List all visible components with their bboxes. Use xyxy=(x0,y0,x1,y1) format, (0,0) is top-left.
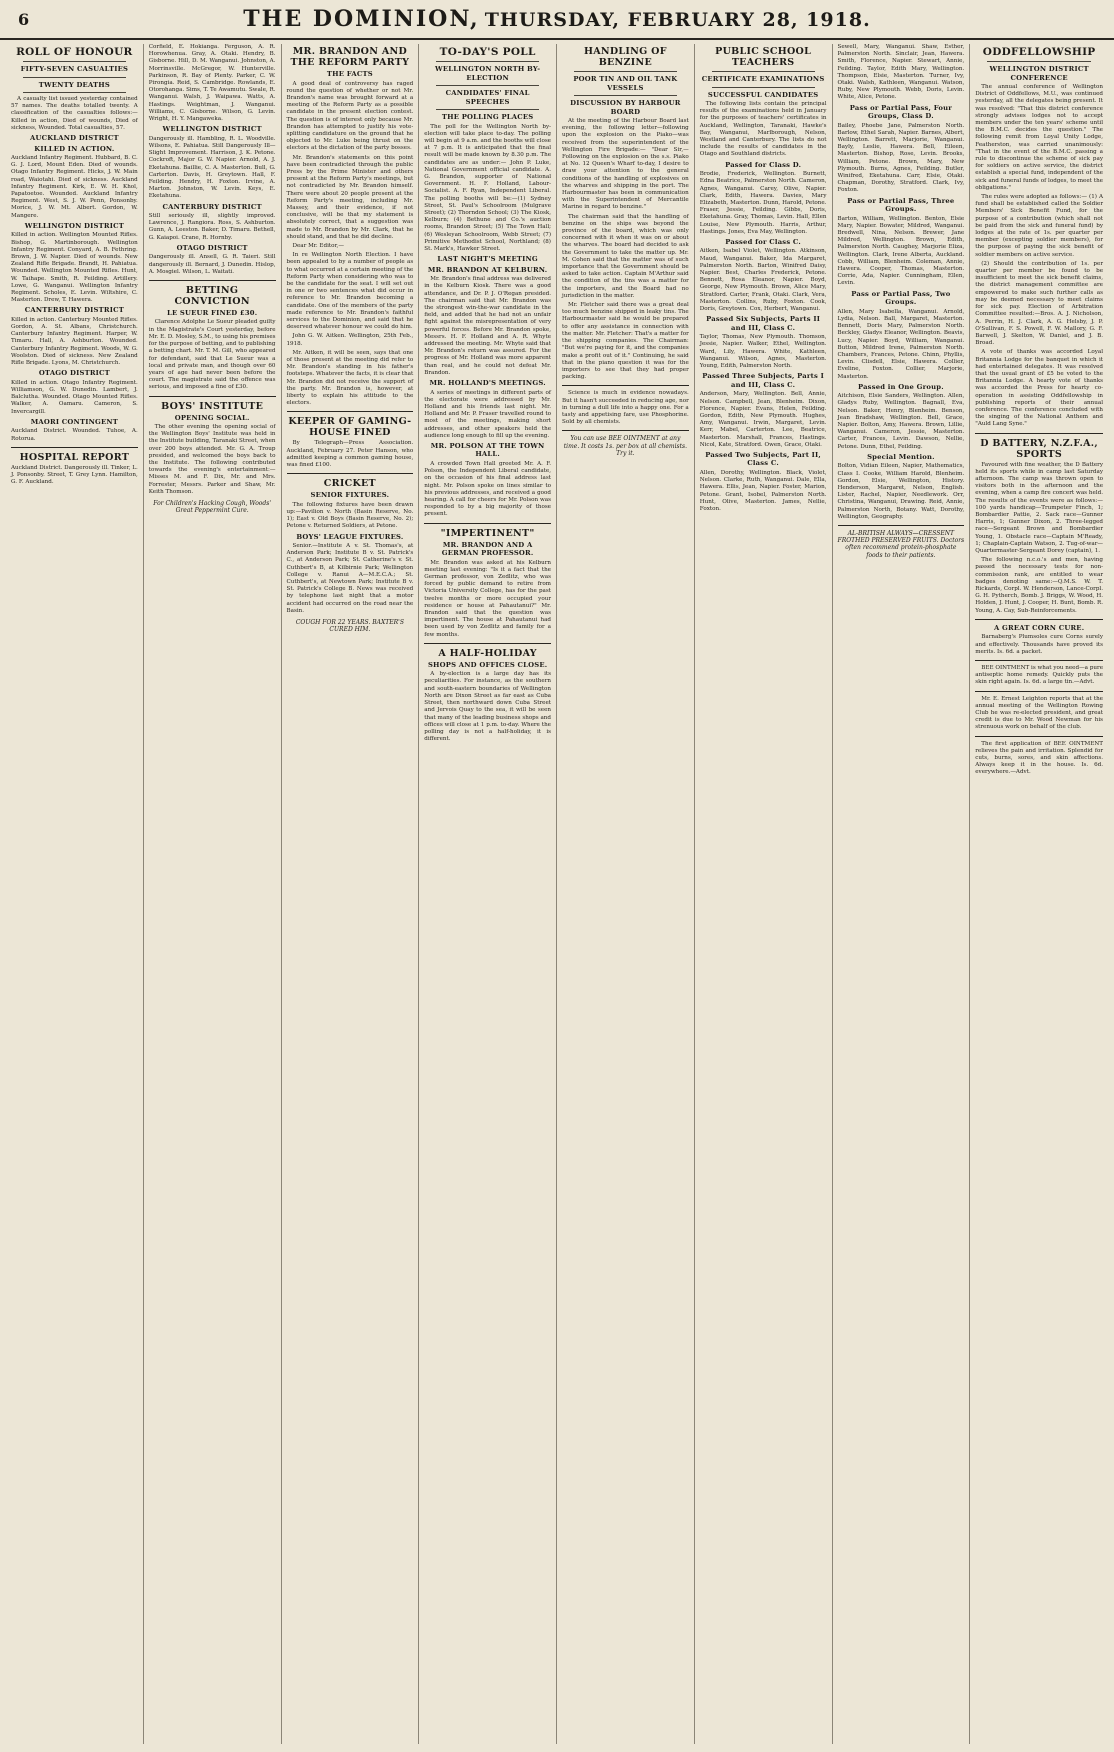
column-6 xyxy=(695,44,833,1744)
divider xyxy=(287,411,414,412)
candidate-list: Barton, William, Wellington. Benton, Elsie Mary, Napier. Bowater, Mildred, Wanganui. Bredwell, Nina, Nelson. Brewer, Jane Mildred, Wellington. Brown, Edith, Palmerston North. Caughey, Marjorie Eliza, Wellington. Clark, Irene Alberta, Auckland. Cobb, William, Blenheim. Coleman, Annie, Hawera. Cooper, Thomas, Masterton. Corrie, Ada, Napier. Cunningham, Ellen, Levin. xyxy=(837,215,965,287)
article-paragraph: In re Wellington North Election. I have been appealed to by a number of people as to what occurred at a certain meeting of the Reform Party when considering who was to be the candidate for the seat. I will set out in one or two sentences what did occur in reference to Mr. Brandon becoming a candidate. One of the members of the party made reference to Mr. Brandon's faithful services to the Dominion, and said that he deserved whatever honour we could do him. xyxy=(286,252,414,331)
divider xyxy=(975,736,1103,737)
candidate-list: Taylor, Thomas, New Plymouth. Thomson, Jessie, Napier. Walker, Ethel, Wellington. Ward, Lily, Hawera. White, Kathleen, Wanganui. Wilson, Agnes, Masterton. Young, Edith, Palmerston North. xyxy=(699,334,827,370)
todays-poll-heading: TO-DAY'S POLL xyxy=(439,46,536,58)
divider xyxy=(287,473,414,474)
casualty-list: Auckland Infantry Regiment. Hubbard, B. C. G. J. Lord, Mount Eden. Died of wounds. Otago Infantry Regiment. Hicks, J. W. Main road, Waiotahi. Died of sickness. Auckland Infantry Regiment. Kirk, E. W. H. Khol, Papatoetoe. Wounded. Auckland Infantry Regiment. West, S. J. W. Penn, Ponsonby. Morice, J. W. Mt. Albert. Gordon, W. Mangere. xyxy=(11,155,138,219)
harbour-board-subheading: DISCUSSION BY HARBOUR BOARD xyxy=(570,99,681,116)
last-nights-meeting-subheading: LAST NIGHT'S MEETING xyxy=(437,255,538,264)
divider xyxy=(574,95,677,96)
half-holiday-heading: A HALF-HOLIDAY xyxy=(438,647,537,659)
betting-conviction-heading: BETTING CONVICTION xyxy=(174,284,250,307)
by-election-subheading: WELLINGTON NORTH BY-ELECTION xyxy=(435,65,541,82)
article-paragraph: Clarence Adolphe Le Sueur pleaded guilty in the Magistrate's Court yesterday, before Mr. E. D. Mosley, S.M., to using his premises for the purpose of betting, and to publishing a betting chart. Mr. T. M. Gill, who appeared for defendant, said that Le Sueur was a local and private man, and though over 60 years of age had never been before the court. The magistrate said the offence was serious, and imposed a fine of £30. xyxy=(148,319,276,391)
divider xyxy=(149,396,276,397)
casualty-list: Killed in action. Otago Infantry Regiment. Williamson, G. W. Dunedin. Lambert, J. Balclutha. Wounded. Otago Mounted Rifles. Walker, A. Oamaru. Cameron, S. Invercargill. xyxy=(11,379,138,415)
holland-meetings-subheading: MR. HOLLAND'S MEETINGS. xyxy=(429,379,546,387)
advertisement: COUGH FOR 22 YEARS. BAXTER'S CURED HIM. xyxy=(295,619,404,634)
pass-category-heading: Pass or Partial Pass, Four Groups, Class D. xyxy=(849,103,952,121)
deaths-subheading: TWENTY DEATHS xyxy=(38,80,111,89)
casualty-list: Still seriously ill, slightly improved. Lawrence, J. Rangiora. Ross, S. Ashburton. Gunn, A. Leeston. Baker, D. Timaru. Bethell, G. Kaiapoi. Crane, R. Hornby. xyxy=(148,213,276,241)
divider xyxy=(987,61,1091,62)
betting-subheading: LE SUEUR FINED £30. xyxy=(166,308,258,317)
article-paragraph: A good deal of controversy has raged round the question of whether or not Mr. Brandon's name was brought forward at a meeting of the Reform Party as a possible candidate in the present election contest. The question is of interest only because Mr. Brandon has attempted to justify his vote-splitting candidature on the ground that he objected to Mr. Luke being thrust on the electors at the dictation of the party bosses. xyxy=(286,80,414,152)
masthead xyxy=(0,0,1114,40)
article-paragraph: The other evening the opening social of the Wellington Boys' Institute was held in the Institute building, Taranaki Street, when over 200 boys attended. Mr. G. A. Troup presided, and welcomed the boys back to the Institute. The following contributed towards the evening's entertainment:— Misses M. and F. Dix, Mr. and Mrs. Forrester, Messrs. Parker and Shaw, Mr. Keith Thomson. xyxy=(148,424,276,495)
hospital-report-heading: HOSPITAL REPORT xyxy=(19,451,130,463)
article-paragraph: The chairman said that the handling of benzine on the ships was beyond the province of the board, which was only concerned with it when it was on or about the wharves. The board had decided to ask the Government to take the matter up. Mr. M. Cohen said that the matter was of such importance that the Government should be asked to take action. Captain M'Arthur said the condition of the tins was a matter for the importers, and the Board had no jurisdiction in the matter. xyxy=(562,213,689,299)
successful-candidates-subheading: SUCCESSFUL CANDIDATES xyxy=(707,90,819,99)
article-paragraph: Mr. Brandon was asked at his Kelburn meeting last evening: "Is it a fact that the German professor, von Zedlitz, who was forced by public demand to retire from Victoria University College, has for the past twelve months or more occupied your residence or house at Pahautanui?" Mr. Brandon said that the question was impertinent. The house at Pahautanui had been used by von Zedlitz and family for a few months. xyxy=(424,559,551,638)
divider xyxy=(149,280,276,281)
divider xyxy=(436,61,539,62)
casualty-list: Dangerously ill. Ansell, G. R. Taieri. Still dangerously ill. Bernard, J. Dunedin. Hislop, A. Mosgiel. Wilson, L. Waitati. xyxy=(148,254,276,275)
advertisement: The first application of BEE OINTMENT relieves the pain and irritation. Splendid for cuts, burns, sores, and skin affections. Always keep it in the house. Is. 6d. everywhere.—Advt. xyxy=(975,740,1103,776)
district-heading: CANTERBURY DISTRICT xyxy=(24,306,124,315)
gaming-house-heading: KEEPER OF GAMING-HOUSE FINED xyxy=(288,416,412,439)
article-paragraph: The rules were adopted as follows:— (1) A fund shall be established called the Soldier Members' Sick Benefit Fund, for the purpose of a contribution (which shall not be paid from the sick and funeral fund) by lodges at the rate of 1s. per quarter per member (excepting soldier members), for the purpose of paying the sick benefit of soldier members on active service. xyxy=(975,194,1103,258)
divider xyxy=(975,660,1103,661)
columns xyxy=(6,44,1108,1744)
divider xyxy=(712,87,815,88)
divider xyxy=(562,385,689,386)
column-3 xyxy=(282,44,420,1744)
article-paragraph: At the meeting of the Harbour Board last evening, the following letter—following upon the explosion on the Piako—was received from the superintendent of the Wellington Fire Brigade:— "Dear Sir,—Following on the explosion on the s.s. Piako at No. 12 Queen's Wharf to-day, I desire to draw your attention to the general conditions of the handling of explosives on the wharves and shipping in the port. The Harbourmaster has been in communication with the Superintendent of Mercantile Marine in regard to benzine." xyxy=(562,118,689,211)
casualty-list: Corfield, E. Hokianga. Ferguson, A. R. Horowhenua. Gray, A. Otaki. Hendry, B. Gisborne. Hill, D. M. Wanganui. Johnston, A. Morrinsville. McGregor, W. Hunterville. Parkinson, R. Bay of Plenty. Parker, C. W. Pirongia. Reid, S. Cambridge. Rowlands, E. Otorohanga. Sims, T. Te Awamutu. Swale, R. Wanganui. Walsh, J. Waipawa. Watts, A. Hastings. Weightman, J. Wanganui. Williams, C. Gisborne. Wilson, G. Levin. Wright, H. Y. Mangaweka. xyxy=(148,44,276,123)
divider xyxy=(436,85,539,86)
corn-cure-heading: A GREAT CORN CURE. xyxy=(993,623,1085,632)
district-heading: WELLINGTON DISTRICT xyxy=(162,125,262,134)
school-teachers-heading: PUBLIC SCHOOL TEACHERS xyxy=(715,46,812,68)
casualty-list: Killed in action. Canterbury Mounted Rifles. Gordon, A. St. Albans, Christchurch. Canterbury Infantry Regiment. Harper, W. Timaru. Hall, A. Ashburton. Wounded. Canterbury Infantry Regiment. Woods, W. G. Woolston. Died of sickness. New Zealand Rifle Brigade. Lyons, M. Christchurch. xyxy=(11,316,138,367)
article-paragraph: The poll for the Wellington North by-election will take place to-day. The polling will begin at 9 a.m. and the booths will close at 7 p.m. It is anticipated that the final result will be made known by 8.30 p.m. The candidates are as under:— John P. Luke, National Government official candidate. A. G. Brandon, supporter of National Government. H. F. Holland, Labour-Socialist. A. F. Ryan, Independent Liberal. The polling booths will be:—(1) Sydney Street, St. Paul's Schoolroom (Mulgrave Street); (2) Thorndon School; (3) The Kiosk, Kelburn; (4) Bethune and Co.'s auction rooms, Brandon Street; (5) The Town Hall; (6) Wesleyan Schoolroom, Webb Street; (7) Primitive Methodist School, Northland; (8) St. Mark's, Hawker Street. xyxy=(424,123,551,252)
d-battery-heading: D BATTERY, N.Z.F.A., SPORTS xyxy=(980,437,1099,460)
column-2 xyxy=(144,44,282,1744)
candidate-list: Aitken, Isabel Violet, Wellington. Atkinson, Maud, Wanganui. Baker, Ida Margaret, Palmerston North. Barton, Winifred Daisy, Napier. Best, Charles Frederick, Petone. Bennett, Rosa Eleanor, Napier. Boyd, George, New Plymouth. Brown, Alice Mary, Stratford. Carter, Frank, Otaki. Clark, Vera, Masterton. Collins, Ruby, Foxton. Cook, Doris, Greytown. Cox, Herbert, Wanganui. xyxy=(699,248,827,313)
district-heading: OTAGO DISTRICT xyxy=(38,369,110,378)
letter-salutation: Dear Mr. Editor,— xyxy=(292,242,344,249)
article-paragraph: (2) Should the contribution of 1s. per quarter per member be found to be insufficient to meet the sick benefit claims, the district management committee are empowered to make such further calls as may be deemed necessary to meet claims for sick pay. Election of Arbitration Committee resulted:—Bros. A. J. Nicholson, A. Perrin, H. J. Clark, A. G. Helsby, J. P. O'Sullivan, F. S. Powell, F. W. Mallory, G. F. Barwell, J. Skelton, W. Daniel, and J. B. Broad. xyxy=(975,260,1103,347)
article-paragraph: Mr. Aitken, it will be seen, says that one of those present at the meeting did refer to Mr. Brandon's standing in his father's footsteps. Whatever the facts, it is clear that Mr. Brandon did not receive the support of the party. Mr. Brandon is, however, at liberty to explain his attitude to the electors. xyxy=(286,349,414,407)
pass-category-heading: Passed for Class D. xyxy=(725,160,802,169)
masthead-title-group xyxy=(243,6,870,32)
senior-fixtures-subheading: SENIOR FIXTURES. xyxy=(310,491,390,500)
candidate-list: Bailey, Phoebe Jane, Palmerston North. Barlow, Ethel Sarah, Napier. Barnes, Albert, Wellington. Barrett, Marjorie, Wanganui. Bayly, Leslie, Hawera. Bell, Eileen, Masterton. Bishop, Rose, Levin. Brooks, William, Petone. Brown, Mary, New Plymouth. Burns, Agnes, Feilding. Butler, Winifred, Eketahuna. Carr, Elsie, Otaki. Chapman, Dorothy, Stratford. Clark, Ivy, Foxton. xyxy=(837,122,965,194)
article-paragraph: The annual conference of Wellington District of Oddfellows, M.U., was continued yesterday, all the delegates being present. It was resolved: "That this district conference strongly advises lodges not to accept members under the ten years' scheme until the B.M.C. decides the question." The following remit from Loyal Unity Lodge, Featherston, was carried unanimously: "That in the event of the B.M.C. passing a rule to discontinue the scheme of sick pay for soldiers on active service, the district establish a special fund, independent of the sick and funeral funds of lodges, to meet the obligations." xyxy=(975,84,1103,191)
impertinent-heading: "IMPERTINENT" xyxy=(440,527,535,539)
divider xyxy=(436,109,539,110)
divider xyxy=(975,691,1103,692)
pass-category-heading: Passed in One Group. xyxy=(857,382,944,391)
pass-category-heading: Passed for Class C. xyxy=(725,237,801,246)
league-fixtures-subheading: BOYS' LEAGUE FIXTURES. xyxy=(296,532,404,541)
benzine-heading: HANDLING OF BENZINE xyxy=(583,46,667,68)
divider xyxy=(11,447,138,448)
advertisement: BEE OINTMENT is what you need—a pure antiseptic home remedy. Quickly puts the skin right again. Is. 6d. a large tin.—Advt. xyxy=(975,664,1103,686)
article-paragraph: Mr. E. Ernest Leighton reports that at the annual meeting of the Wellington Rowing Club he was re-elected president, and great credit is due to Mr. Wood Newman for his strenuous work on behalf of the club. xyxy=(975,695,1103,731)
german-professor-subheading: MR. BRANDON AND A GERMAN PROFESSOR. xyxy=(441,540,534,558)
divider xyxy=(838,525,965,526)
casualty-list: Auckland District. Wounded. Tuhoe, A. Rotorua. xyxy=(11,428,138,442)
date-line: THURSDAY, FEBRUARY 28, 1918. xyxy=(484,9,871,31)
boys-institute-heading: BOYS' INSTITUTE xyxy=(161,400,264,412)
divider xyxy=(712,71,815,72)
divider xyxy=(424,523,551,524)
pass-category-heading: Special Mention. xyxy=(867,452,935,461)
article-paragraph: The following n.c.o.'s and men, having passed the necessary tests for non-commission rank, are entitled to wear badges denoting same:—Q.M.S. W. T. Rickards, Corpl. W. Henderson, Lance-Corpl. G. H. Pytherch, Bomb. J. Briggs, W. Wood, H. Holden, J. Hunt, J. Cooper, H. Bunt, Bomb. R. Young, A. Cay, Sub-Reinforcements. xyxy=(975,557,1103,614)
article-paragraph: A series of meetings in different parts of the electorate were addressed by Mr. Holland and his friends last night. Mr. Holland and Mr. P. Fraser travelled round to most of the meetings, making short addresses, and other speakers held the audience long enough to fill up the evening. xyxy=(424,389,551,439)
certificate-exams-subheading: CERTIFICATE EXAMINATIONS xyxy=(701,75,825,83)
advertisement: AL-BRITISH ALWAYS—CRESSENT FROTHED PRESERVED FRUITS. Doctors often recommend protein-phosphate foods to their patients. xyxy=(837,529,965,559)
article-paragraph: A crowded Town Hall greeted Mr. A. F. Polson, the Independent Liberal candidate, on the occasion of his final address last night. Mr. Polson spoke on lines similar to his previous addresses, and received a good hearing. A call for cheers for Mr. Polson was responded to by a big majority of those present. xyxy=(424,460,551,518)
advertisement: Science is much in evidence nowadays. But it hasn't succeeded in reducing age, nor in turning a dull life into a happy one. For a tasty and appetising fare, use Phosphorine. Sold by all chemists. xyxy=(562,390,689,426)
casualties-subheading: FIFTY-SEVEN CASUALTIES xyxy=(20,65,129,73)
article-paragraph: By Telegraph—Press Association. Auckland, February 27. Peter Hanson, who admitted keeping a common gaming house, was fined £100. xyxy=(286,440,414,469)
candidate-list: Bolton, Vidian Eileen, Napier, Mathematics, Class I. Cooke, William Harold, Blenheim. Gordon, Elsie, Wellington, History. Henderson, Margaret, Nelson, English. Lister, Rachel, Napier, Needlework. Orr, Christina, Wanganui, Drawing. Reid, Annie, Palmerston North, Botany. Watt, Dorothy, Wellington, Geography. xyxy=(837,463,965,520)
article-paragraph: Mr. Brandon's final address was delivered in the Kelburn Kiosk. There was a good attendance, and Dr. P. J. O'Regan presided. The chairman said that Mr. Brandon was the strongest win-the-war candidate in the field, and added that he had not an unfair fight against the misrepresentation of very powerful forces. Before Mr. Brandon spoke, Messrs. H. F. Holland and A. R. Whyte addressed the meeting. Mr. Whyte said that Mr. Brandon's return was assured. For the progress of Mr. Holland was more apparent than real, and he could not defeat Mr. Brandon. xyxy=(424,276,551,376)
page-number: 6 xyxy=(18,9,30,29)
column-7 xyxy=(833,44,971,1744)
casualty-list: Killed in action. Wellington Mounted Rifles. Bishop, G. Martinborough. Wellington Infantry Regiment. Conyard, A. B. Fethring. Brown, J. W. Napier. Died of wounds. New Zealand Rifle Brigade. Brandt, H. Pahiatua. Wounded. Wellington Mounted Rifles. Hunt, W. Taihape. Smith, R. Feilding. Artillery. Lowe, G. Wanganui. Wellington Infantry Regiment. Scholes, E. Levin. Wiltshire, C. Masterton. Drew, T. Hawera. xyxy=(11,232,138,304)
the-facts-subheading: THE FACTS xyxy=(326,70,373,78)
divider xyxy=(424,643,551,644)
brandon-reform-heading: MR. BRANDON AND THE REFORM PARTY xyxy=(290,46,410,68)
pass-category-heading: Pass or Partial Pass, Two Groups. xyxy=(851,289,951,307)
candidate-list: Sewell, Mary, Wanganui. Shaw, Esther, Palmerston North. Sinclair, Jean, Hawera. Smith, Florence, Napier. Stewart, Annie, Feilding. Taylor, Edith Mary, Wellington. Thompson, Elsie, Masterton. Turner, Ivy, Otaki. Walsh, Kathleen, Wanganui. Watson, Ruby, New Plymouth. Webb, Doris, Levin. White, Alice, Petone. xyxy=(837,44,965,101)
paper-title: THE DOMINION, xyxy=(243,6,480,32)
article-paragraph: Senior.—Institute A v. St. Thomas's, at Anderson Park; Institute B v. St. Patrick's C., at Anderson Park; St. Catherine's v. St. Cuthbert's B, at Kilbirnie Park; Wellington College v. Ranui A—M.E.C.A.; St. Cuthbert's, at Newtown Park; Institute B v. St. Patrick's College B. News was received by telephone last night that a motor accident had occurred on the road near the Basin. xyxy=(286,543,414,614)
polson-town-hall-subheading: MR. POLSON AT THE TOWN HALL. xyxy=(430,441,545,459)
article-paragraph: Mr. Brandon's statements on this point have been contradicted through the public Press by the Prime Minister and others present at the Reform Party's meetings, but not contradicted by Mr. Brandon himself. There were about 20 people present at the Reform Party's meeting, including Mr. Massey, and their evidence, if not conclusive, will be that my statement is absolutely correct, that a suggestion was made to Mr. Brandon by Mr. Clark, that he should stand, and that he did decline. xyxy=(286,154,414,240)
column-4 xyxy=(419,44,557,1744)
roll-of-honour-heading: ROLL OF HONOUR xyxy=(16,46,133,58)
column-1 xyxy=(6,44,144,1744)
article-paragraph: A vote of thanks was accorded Loyal Britannia Lodge for the banquet in which it had entertained delegates. It was resolved that the usual grant of £5 be voted to the Britannia Lodge. A hearty vote of thanks was accorded the Press for hearty co-operation in assisting Oddfellowship in publishing reports of their annual conference. The conference concluded with the singing of the National Anthem and "Auld Lang Syne." xyxy=(975,349,1103,428)
candidate-list: Brodie, Frederick, Wellington. Burnett, Edna Beatrice, Palmerston North. Cameron, Agnes, Wanganui. Carey, Olive, Napier. Clark, Edith, Hawera. Davies, Mary Elizabeth, Masterton. Dunn, Harold, Petone. Fraser, Jessie, Feilding. Gibbs, Doris, Eketahuna. Gray, Thomas, Levin. Hall, Ellen Louise, New Plymouth. Harris, Arthur, Hastings. Jones, Eva May, Wellington. xyxy=(699,171,827,235)
boys-institute-subheading: OPENING SOCIAL. xyxy=(174,413,250,422)
pass-category-heading: Pass or Partial Pass, Three Groups. xyxy=(847,196,955,214)
letter-signoff: John G. W. Aitken. Wellington, 25th Feb., 1918. xyxy=(286,333,414,347)
category-heading: KILLED IN ACTION. xyxy=(34,144,115,153)
article-paragraph: The following fixtures have been drawn up:—Pavilion v. North (Basin Reserve, No. 1); East v. Old Boys (Basin Reserve, No. 2); Petone v. Returned Soldiers, at Petone. xyxy=(286,501,414,530)
divider xyxy=(975,433,1103,434)
pass-category-heading: Passed Two Subjects, Part II, Class C. xyxy=(705,450,821,468)
pass-category-heading: Passed Six Subjects, Parts II and III, Class C. xyxy=(706,315,821,332)
district-heading: OTAGO DISTRICT xyxy=(176,243,248,252)
divider xyxy=(975,619,1103,620)
article-paragraph: A casualty list issued yesterday contained 57 names. The deaths totalled twenty. A classification of the casualties follows:— Killed in action, Died of wounds, Died of sickness, Wounded. Total casualties, 57. xyxy=(11,96,138,131)
cricket-heading: CRICKET xyxy=(323,478,376,490)
column-5 xyxy=(557,44,695,1744)
advertisement: Barnaberg's Plumsoles cure Corns surely and effectively. Thousands have proved its merits. Is. 6d. a packet. xyxy=(975,634,1103,655)
article-paragraph: Mr. Fletcher said there was a great deal too much benzine shipped in leaky tins. The Harbourmaster said he would be prepared to offer any assistance in connection with the matter. Mr. Fletcher: That's a matter for the shipping companies. The Chairman: "But we're paying for it, and the companies make a profit out of it." Continuing, he said that in the piano question it was for the importers to see that they had proper packing. xyxy=(562,302,689,381)
candidate-list: Allen, Dorothy, Wellington. Black, Violet, Nelson. Clarke, Ruth, Wanganui. Dale, Ella, Hawera. Ellis, Jean, Napier. Foster, Marion, Petone. Grant, Isobel, Palmerston North. Hunt, Olive, Masterton. James, Nellie, Foxton. xyxy=(699,469,827,512)
candidate-list: Allen, Mary Isabella, Wanganui. Arnold, Lydia, Nelson. Ball, Margaret, Masterton. Bennett, Doris Mary, Palmerston North. Beckley, Gladys Eleanor, Wellington. Beavis, Lucy, Napier. Boyd, William, Wanganui. Button, Mildred Irene, Palmerston North. Chambers, Frances, Petone. Chinn, Phyllis, Levin. Clisdell, Elsie, Hawera. Collier, Eveline, Foxton. Collier, Marjorie, Masterton. xyxy=(837,308,965,380)
pass-category-heading: Passed Three Subjects, Parts I and III, Class C. xyxy=(702,372,824,389)
candidate-list: Aitchison, Elsie Sanders, Wellington. Allen, Gladys Ruby, Wellington. Bagnall, Eva, Nelson. Baker, Henry, Blenheim. Benson, Jean Bradshaw, Wellington. Bell, Grace, Napier. Bolton, Amy, Hawera. Brown, Lillie, Wanganui. Cameron, Jessie, Masterton. Carter, Frances, Levin. Dawson, Nellie, Petone. Dunn, Ethel, Feilding. xyxy=(837,393,965,450)
article-paragraph: Favoured with fine weather, the D Battery held its sports while in camp last Saturday afternoon. The camp was thrown open to visitors both in the afternoon and the evening, when a camp fire concert was held. The results of the events were as follows:— 100 yards handicap—Trumpeter Finch, 1; Bombardier Pattie, 2. Sack race—Gunner Harris, 1; Gunner Dixon, 2. Three-legged race—Sergeant Brown and Bombardier Young, 1. Obstacle race—Captain M'Ready, 1; Chaplain-Captain Watson, 2. Tug-of-war—Quartermaster-Sergeant Dorey (captain), 1. xyxy=(975,461,1103,554)
advertisement: You can use BEE OINTMENT at any time. It costs 1s. per box at all chemists. Try it. xyxy=(563,435,687,457)
casualty-list: Dangerously ill. Hambling, R. L. Woodville. Wilsons, E. Pahiatua. Still Dangerously Ill—Slight Improvement. Harrison, J. K. Petone. Cockroft, Major G. W. Napier. Arnold, A. J. Eketahuna. Baillie, C. A. Masterton. Bull, G. Carterton. Davis, H. Greytown. Hall, F. Feilding. Hendry, H. Foxton. Irvine, A. Marton. Johnston, W. Levin. Keys, E. Eketahuna. xyxy=(148,135,276,200)
divider xyxy=(574,71,677,72)
district-heading: CANTERBURY DISTRICT xyxy=(162,202,262,211)
brandon-kelburn-subheading: MR. BRANDON AT KELBURN. xyxy=(427,265,548,274)
final-speeches-subheading: CANDIDATES' FINAL SPEECHES xyxy=(445,89,530,106)
divider xyxy=(562,430,689,431)
polling-places-subheading: THE POLLING PLACES xyxy=(441,113,534,121)
district-heading: MAORI CONTINGENT xyxy=(30,417,119,426)
article-paragraph: The following lists contain the principal results of the examinations held in January for the purposes of teachers' certificates in Auckland, Wellington, Taranaki, Hawke's Bay, Wanganui, Marlborough, Nelson, Westland and Canterbury. The lists do not include the results of candidates in the Otago and Southland districts. xyxy=(699,101,827,158)
divider xyxy=(23,92,126,93)
district-conference-subheading: WELLINGTON DISTRICT CONFERENCE xyxy=(989,65,1089,82)
poor-tin-subheading: POOR TIN AND OIL TANK VESSELS xyxy=(573,75,678,92)
advertisement: For Children's Hacking Cough, Woods' Great Peppermint Cure. xyxy=(153,500,271,515)
shops-close-subheading: SHOPS AND OFFICES CLOSE. xyxy=(427,660,548,669)
divider xyxy=(23,77,126,78)
district-heading: AUCKLAND DISTRICT xyxy=(29,134,119,143)
candidate-list: Anderson, Mary, Wellington. Bell, Annie, Nelson. Campbell, Jean, Blenheim. Dixon, Florence, Napier. Evans, Helen, Feilding. Gordon, Edith, New Plymouth. Hughes, Amy, Wanganui. Irwin, Margaret, Levin. Kerr, Mabel, Carterton. Lee, Beatrice, Masterton. Marshall, Frances, Hastings. Nicol, Kate, Stratford. Owen, Grace, Otaki. xyxy=(699,391,827,448)
divider xyxy=(23,61,126,62)
column-8 xyxy=(970,44,1108,1744)
casualty-list: Auckland District. Dangerously ill. Tinker, L. J. Ponsonby. Street, T. Grey Lynn. Hamilton, G. F. Auckland. xyxy=(11,464,138,486)
oddfellowship-heading: ODDFELLOWSHIP xyxy=(982,46,1096,58)
article-paragraph: A by-election is a large day has its peculiarities. For instance, as the southern and south-eastern boundaries of Wellington North are Dixon Street as far east as Cuba Street, then northward down Cuba Street and Jervois Quay to the sea, it will be seen that many of the leading business shops and offices will close at 1 p.m. to-day. Where the polling day is not a half-holiday, it is different. xyxy=(424,671,551,743)
district-heading: WELLINGTON DISTRICT xyxy=(24,221,124,230)
